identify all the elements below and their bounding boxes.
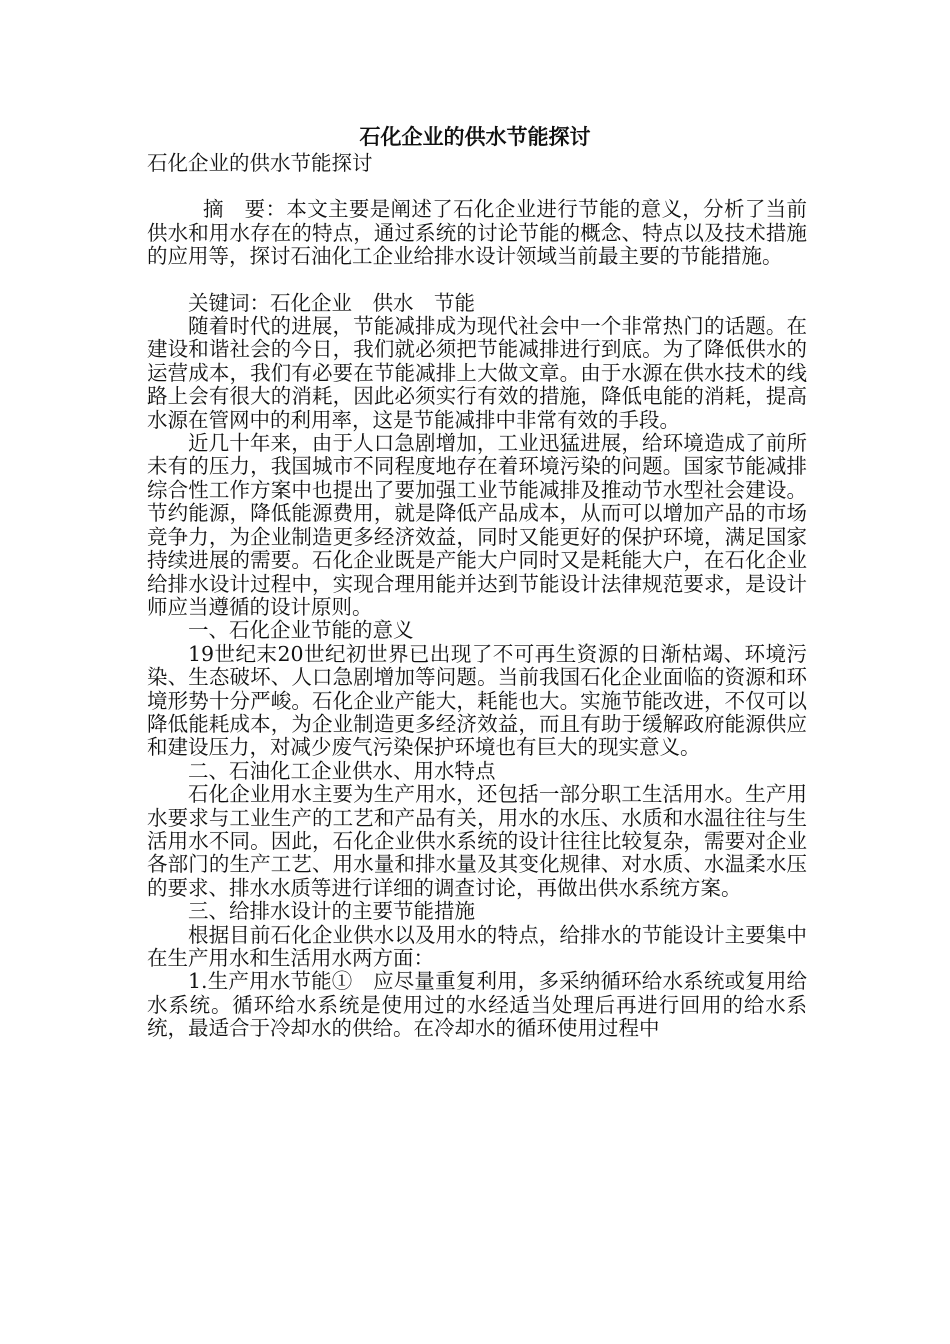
document-subtitle: 石化企业的供水节能探讨 <box>147 151 373 175</box>
section-paragraph-3-1: 1.生产用水节能① 应尽量重复利用，多采纳循环给水系统或复用给水系统。循环给水系统是使用过的水经适当处理后再进行回用的给水系统，最适合于冷却水的供给。在冷却水的循环使用过程中 <box>147 969 807 1041</box>
section-paragraph-2: 石化企业用水主要为生产用水，还包括一部分职工生活用水。生产用水要求与工业生产的工艺和产品有关，用水的水压、水质和水温往往与生活用水不同。因此，石化企业供水系统的设计往往比较复杂，需要对企业各部门的生产工艺、用水量和排水量及其变化规律、对水质、水温柔水压的要求、排水水质等进行详细的调查讨论，再做出供水系统方案。 <box>147 782 807 900</box>
intro-paragraph-2: 近几十年来，由于人口急剧增加，工业迅猛进展，给环境造成了前所未有的压力，我国城市不同程度地存在着环境污染的问题。国家节能减排综合性工作方案中也提出了要加强工业节能减排及推动节水型社会建设。节约能源，降低能源费用，就是降低产品成本，从而可以增加产品的市场竞争力，为企业制造更多经济效益，同时又能更好的保护环境，满足国家持续进展的需要。石化企业既是产能大户同时又是耗能大户，在石化企业给排水设计过程中，实现合理用能并达到节能设计法律规范要求，是设计师应当遵循的设计原则。 <box>147 431 807 619</box>
section-heading-3: 三、给排水设计的主要节能措施 <box>188 899 475 924</box>
document-title: 石化企业的供水节能探讨 <box>359 124 591 149</box>
intro-paragraph-1: 随着时代的进展，节能减排成为现代社会中一个非常热门的话题。在建设和谐社会的今日，我们就必须把节能减排进行到底。为了降低供水的运营成本，我们有必要在节能减排上大做文章。由于水源在供水技术的线路上会有很大的消耗，因此必须实行有效的措施，降低电能的消耗，提高水源在管网中的利用率，这是节能减排中非常有效的手段。 <box>147 314 807 432</box>
section-heading-1: 一、石化企业节能的意义 <box>188 618 414 643</box>
document-body <box>147 152 807 1041</box>
keywords-line: 关键词：石化企业 供水 节能 <box>188 290 475 315</box>
section-paragraph-3: 根据目前石化企业供水以及用水的特点，给排水的节能设计主要集中在生产用水和生活用水两方面： <box>147 922 807 970</box>
section-heading-2: 二、石油化工企业供水、用水特点 <box>188 758 496 783</box>
abstract-paragraph: 摘 要：本文主要是阐述了石化企业进行节能的意义，分析了当前供水和用水存在的特点，通过系统的讨论节能的概念、特点以及技术措施的应用等，探讨石油化工企业给排水设计领域当前最主要的节能措施。 <box>147 197 807 269</box>
section-paragraph-1: 19世纪末20世纪初世界已出现了不可再生资源的日渐枯竭、环境污染、生态破坏、人口急剧增加等问题。当前我国石化企业面临的资源和环境形势十分严峻。石化企业产能大，耗能也大。实施节能改进，不仅可以降低能耗成本，为企业制造更多经济效益，而且有助于缓解政府能源供应和建设压力，对减少废气污染保护环境也有巨大的现实意义。 <box>147 641 807 760</box>
